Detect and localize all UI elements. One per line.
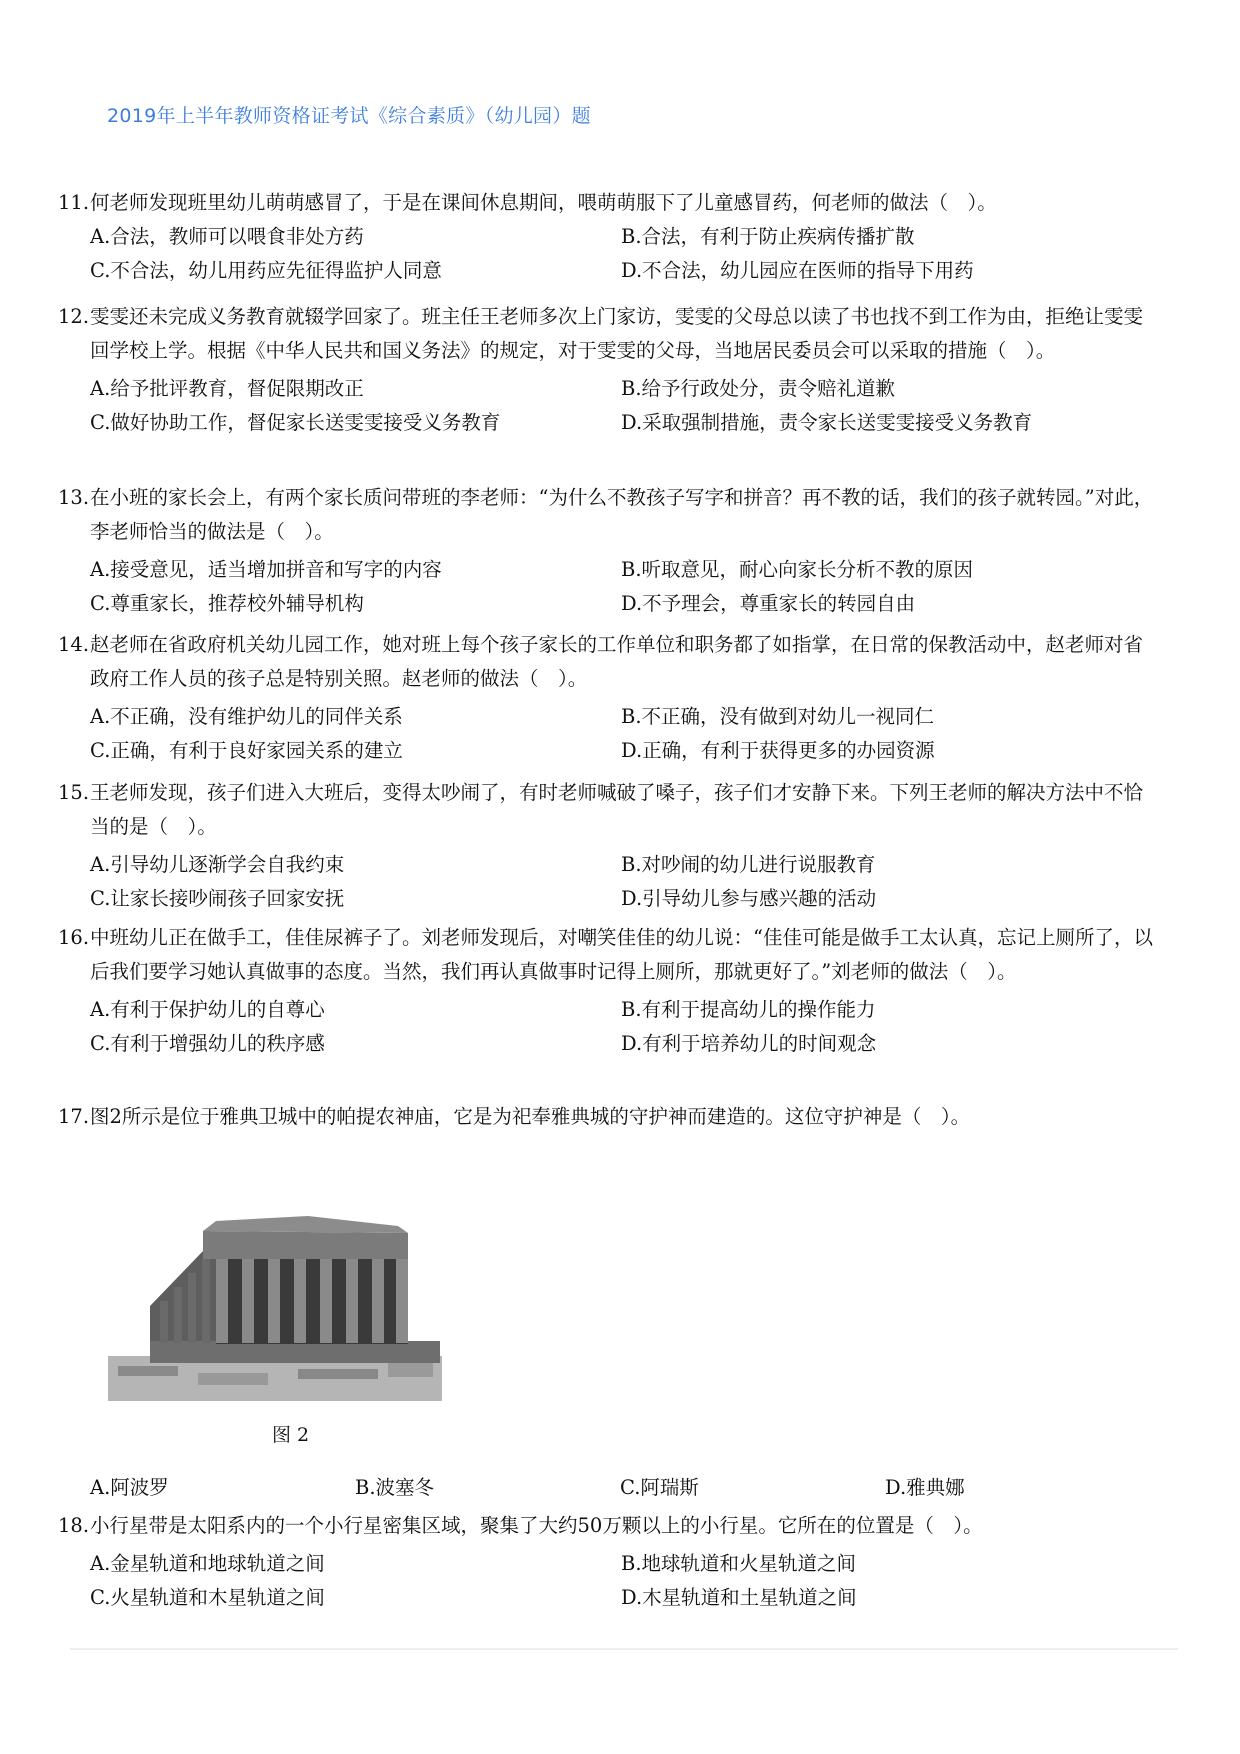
question-stem: 雯雯还未完成义务教育就辍学回家了。班主任王老师多次上门家访，雯雯的父母总以读了书也找不到工作为由，拒绝让雯雯回学校上学。根据《中华人民共和国义务法》的规定，对于雯雯的父母，当地居民委员会可以采取的措施（ ）。 bbox=[90, 305, 1144, 362]
option-d[interactable]: D.有利于培养幼儿的时间观念 bbox=[621, 1032, 877, 1055]
option-a[interactable]: A.有利于保护幼儿的自尊心 bbox=[90, 998, 325, 1021]
option-a[interactable]: A.引导幼儿逐渐学会自我约束 bbox=[90, 853, 345, 876]
question-number: 17. bbox=[58, 1105, 90, 1128]
question-15 bbox=[58, 776, 1158, 916]
option-b[interactable]: B.合法，有利于防止疾病传播扩散 bbox=[621, 225, 915, 248]
option-c[interactable]: C.有利于增强幼儿的秩序感 bbox=[90, 1032, 325, 1055]
figure-caption: 图 2 bbox=[272, 1424, 310, 1446]
question-16 bbox=[58, 921, 1158, 1061]
option-d[interactable]: D.引导幼儿参与感兴趣的活动 bbox=[621, 887, 877, 910]
question-18 bbox=[58, 1509, 1158, 1615]
option-c[interactable]: C.做好协助工作，督促家长送雯雯接受义务教育 bbox=[90, 411, 501, 434]
question-12 bbox=[58, 300, 1158, 440]
question-stem: 赵老师在省政府机关幼儿园工作，她对班上每个孩子家长的工作单位和职务都了如指掌，在日常的保教活动中，赵老师对省政府工作人员的孩子总是特别关照。赵老师的做法（ ）。 bbox=[90, 633, 1144, 690]
option-d[interactable]: D.木星轨道和土星轨道之间 bbox=[621, 1586, 857, 1609]
question-stem: 图2所示是位于雅典卫城中的帕提农神庙，它是为祀奉雅典城的守护神而建造的。这位守护神是（ ）。 bbox=[90, 1105, 971, 1128]
question-stem: 在小班的家长会上，有两个家长质问带班的李老师：“为什么不教孩子写字和拼音？再不教的话，我们的孩子就转园。”对此，李老师恰当的做法是（ ）。 bbox=[90, 486, 1154, 543]
question-17-options bbox=[58, 1471, 1158, 1505]
question-14 bbox=[58, 628, 1158, 768]
option-a[interactable]: A.不正确，没有维护幼儿的同伴关系 bbox=[90, 705, 403, 728]
option-b[interactable]: B.对吵闹的幼儿进行说服教育 bbox=[621, 853, 876, 876]
parthenon-image bbox=[108, 1191, 442, 1401]
option-c[interactable]: C.让家长接吵闹孩子回家安抚 bbox=[90, 887, 345, 910]
question-number: 14. bbox=[58, 633, 90, 656]
option-b[interactable]: B.给予行政处分，责令赔礼道歉 bbox=[621, 377, 896, 400]
option-d[interactable]: D.正确，有利于获得更多的办园资源 bbox=[621, 739, 935, 762]
option-c[interactable]: C.尊重家长，推荐校外辅导机构 bbox=[90, 592, 364, 615]
option-a[interactable]: A.接受意见，适当增加拼音和写字的内容 bbox=[90, 558, 442, 581]
option-c[interactable]: C.阿瑞斯 bbox=[620, 1476, 699, 1499]
document-title: 2019年上半年教师资格证考试《综合素质》（幼儿园）题 bbox=[107, 105, 591, 127]
question-stem: 小行星带是太阳系内的一个小行星密集区域，聚集了大约50万颗以上的小行星。它所在的位置是（ ）。 bbox=[90, 1514, 983, 1537]
parthenon-figure bbox=[108, 1191, 442, 1401]
option-b[interactable]: B.不正确，没有做到对幼儿一视同仁 bbox=[621, 705, 935, 728]
question-number: 15. bbox=[58, 781, 90, 804]
option-b[interactable]: B.有利于提高幼儿的操作能力 bbox=[621, 998, 876, 1021]
question-number: 16. bbox=[58, 926, 90, 949]
option-d[interactable]: D.不予理会，尊重家长的转园自由 bbox=[621, 592, 916, 615]
option-b[interactable]: B.听取意见，耐心向家长分析不教的原因 bbox=[621, 558, 974, 581]
question-13 bbox=[58, 481, 1158, 621]
question-number: 11. bbox=[58, 191, 90, 214]
footer-divider bbox=[70, 1648, 1178, 1650]
question-number: 12. bbox=[58, 305, 90, 328]
option-d[interactable]: D.雅典娜 bbox=[885, 1476, 965, 1499]
option-b[interactable]: B.地球轨道和火星轨道之间 bbox=[621, 1552, 857, 1575]
question-stem: 王老师发现，孩子们进入大班后，变得太吵闹了，有时老师喊破了嗓子，孩子们才安静下来。下列王老师的解决方法中不恰当的是（ ）。 bbox=[90, 781, 1144, 838]
option-a[interactable]: A.给予批评教育，督促限期改正 bbox=[90, 377, 364, 400]
question-stem: 中班幼儿正在做手工，佳佳尿裤子了。刘老师发现后，对嘲笑佳佳的幼儿说：“佳佳可能是做手工太认真，忘记上厕所了，以后我们要学习她认真做事的态度。当然，我们再认真做事时记得上厕所，那就更好了。”刘老师的做法（ ）。 bbox=[90, 926, 1153, 983]
option-c[interactable]: C.火星轨道和木星轨道之间 bbox=[90, 1586, 325, 1609]
option-a[interactable]: A.阿波罗 bbox=[90, 1476, 169, 1499]
option-d[interactable]: D.采取强制措施，责令家长送雯雯接受义务教育 bbox=[621, 411, 1033, 434]
question-number: 13. bbox=[58, 486, 90, 509]
option-b[interactable]: B.波塞冬 bbox=[355, 1476, 435, 1499]
option-a[interactable]: A.合法，教师可以喂食非处方药 bbox=[90, 225, 364, 248]
option-c[interactable]: C.不合法，幼儿用药应先征得监护人同意 bbox=[90, 259, 442, 282]
question-number: 18. bbox=[58, 1514, 90, 1537]
question-17 bbox=[58, 1100, 1158, 1134]
question-11 bbox=[58, 186, 1158, 288]
question-stem: 何老师发现班里幼儿萌萌感冒了，于是在课间休息期间，喂萌萌服下了儿童感冒药，何老师的做法（ ）。 bbox=[90, 191, 997, 214]
option-d[interactable]: D.不合法，幼儿园应在医师的指导下用药 bbox=[621, 259, 974, 282]
option-a[interactable]: A.金星轨道和地球轨道之间 bbox=[90, 1552, 325, 1575]
option-c[interactable]: C.正确，有利于良好家园关系的建立 bbox=[90, 739, 403, 762]
